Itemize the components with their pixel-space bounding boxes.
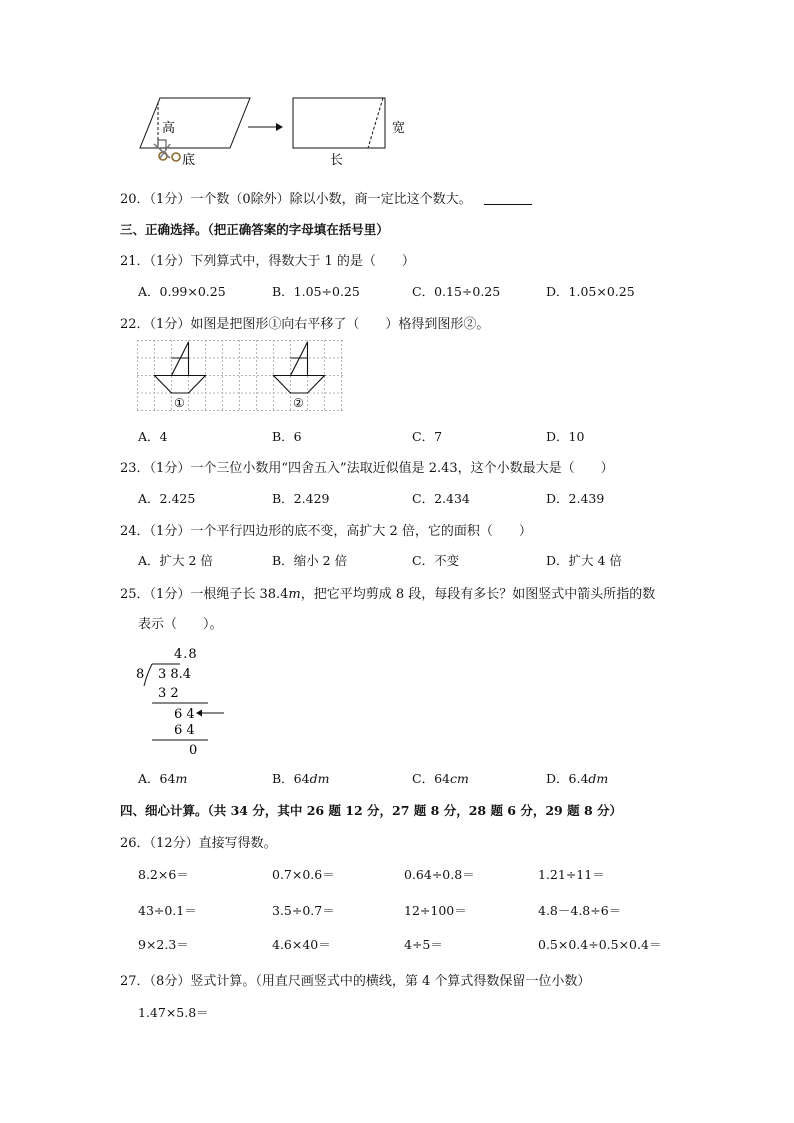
q23-option-b[interactable]: B．2.429 [272, 491, 330, 506]
q25-option-a[interactable]: A．64m [138, 771, 188, 786]
q24-option-d[interactable]: D．扩大 4 倍 [546, 553, 622, 568]
base-label: 底 [182, 153, 196, 168]
shape-2-label: ② [293, 396, 304, 410]
q24-option-a[interactable]: A．扩大 2 倍 [138, 553, 213, 568]
subtract-row-1: 3 2 [158, 686, 179, 701]
question-24-text: 24．（1分）一个平行四边形的底不变，高扩大 2 倍，它的面积（ ） [120, 524, 532, 539]
calc-item: 43÷0.1＝ [138, 903, 197, 918]
quotient: 4.8 [174, 647, 198, 662]
q25-option-b[interactable]: B．64dm [272, 771, 330, 786]
question-20 [120, 188, 532, 207]
calc-item: 12÷100＝ [404, 903, 467, 918]
dividend: 3 8.4 [158, 667, 192, 682]
q24-option-c[interactable]: C．不变 [412, 553, 460, 568]
height-label: 高 [162, 121, 176, 136]
q22-option-b[interactable]: B．6 [272, 429, 302, 444]
q23-option-d[interactable]: D．2.439 [546, 491, 605, 506]
question-25-text: 25．（1分）一根绳子长 38.4m，把它平均剪成 8 段，每段有多长？如图竖式中箭头所指的数 [120, 587, 656, 602]
grid-translation-figure [137, 340, 345, 412]
calc-item: 4.8－4.8÷6＝ [538, 903, 622, 918]
vertical-calc-item-1: 1.47×5.8＝ [138, 1005, 209, 1020]
question-20-text: 20．（1分）一个数（0除外）除以小数，商一定比这个数大。 [120, 192, 472, 207]
q21-option-c[interactable]: C．0.15÷0.25 [412, 284, 501, 299]
calc-item: 0.7×0.6＝ [272, 867, 335, 882]
parallelogram-shape [140, 98, 250, 148]
calc-item: 0.64÷0.8＝ [404, 867, 475, 882]
calc-item: 3.5÷0.7＝ [272, 903, 335, 918]
calc-item: 0.5×0.4÷0.5×0.4＝ [538, 937, 662, 952]
subtract-row-2: 6 4 [174, 707, 195, 722]
long-division-figure [132, 642, 232, 758]
parallelogram-to-rectangle-figure [130, 90, 430, 170]
question-25-text-line2: 表示（ ）。 [138, 617, 223, 632]
question-26-text: 26．（12分）直接写得数。 [120, 836, 277, 851]
q23-option-c[interactable]: C．2.434 [412, 491, 470, 506]
question-21-text: 21．（1分）下列算式中，得数大于 1 的是（ ） [120, 254, 415, 269]
shape-1-label: ① [174, 396, 185, 410]
subtract-row-3: 6 4 [174, 723, 195, 738]
q21-option-d[interactable]: D．1.05×0.25 [546, 284, 635, 299]
rectangle-shape [293, 98, 385, 148]
q22-option-d[interactable]: D．10 [546, 429, 585, 444]
boat-shape-2 [274, 342, 325, 393]
length-label: 长 [330, 153, 344, 168]
question-27-text: 27．（8分）竖式计算。（用直尺画竖式中的横线，第 4 个算式得数保留一位小数） [120, 974, 591, 989]
divisor: 8 [136, 667, 145, 682]
q23-option-a[interactable]: A．2.425 [138, 491, 196, 506]
calc-item: 1.21÷11＝ [538, 867, 605, 882]
q25-option-c[interactable]: C．64cm [412, 771, 469, 786]
scissors-icon [154, 144, 180, 161]
remainder: 0 [189, 743, 198, 758]
q22-option-c[interactable]: C．7 [412, 429, 443, 444]
q21-option-b[interactable]: B．1.05÷0.25 [272, 284, 360, 299]
calc-item: 9×2.3＝ [138, 937, 189, 952]
calc-item: 4.6×40＝ [272, 937, 331, 952]
boat-shape-1 [155, 342, 206, 393]
answer-blank[interactable] [484, 204, 532, 205]
q21-option-a[interactable]: A．0.99×0.25 [138, 284, 226, 299]
q22-option-a[interactable]: A．4 [138, 429, 168, 444]
section-4-title: 四、细心计算。（共 34 分，其中 26 题 12 分，27 题 8 分，28 题 6 分，29 题 8 分） [120, 803, 622, 818]
question-22-text: 22．（1分）如图是把图形①向右平移了（ ）格得到图形②。 [120, 317, 490, 332]
section-3-title: 三、正确选择。（把正确答案的字母填在括号里） [120, 222, 389, 237]
q25-option-d[interactable]: D．6.4dm [546, 771, 609, 786]
calc-item: 8.2×6＝ [138, 867, 189, 882]
width-label: 宽 [392, 121, 406, 136]
q24-option-b[interactable]: B．缩小 2 倍 [272, 553, 348, 568]
question-23-text: 23．（1分）一个三位小数用“四舍五入”法取近似值是 2.43，这个小数最大是（ ） [120, 461, 614, 476]
calc-item: 4÷5＝ [404, 937, 443, 952]
